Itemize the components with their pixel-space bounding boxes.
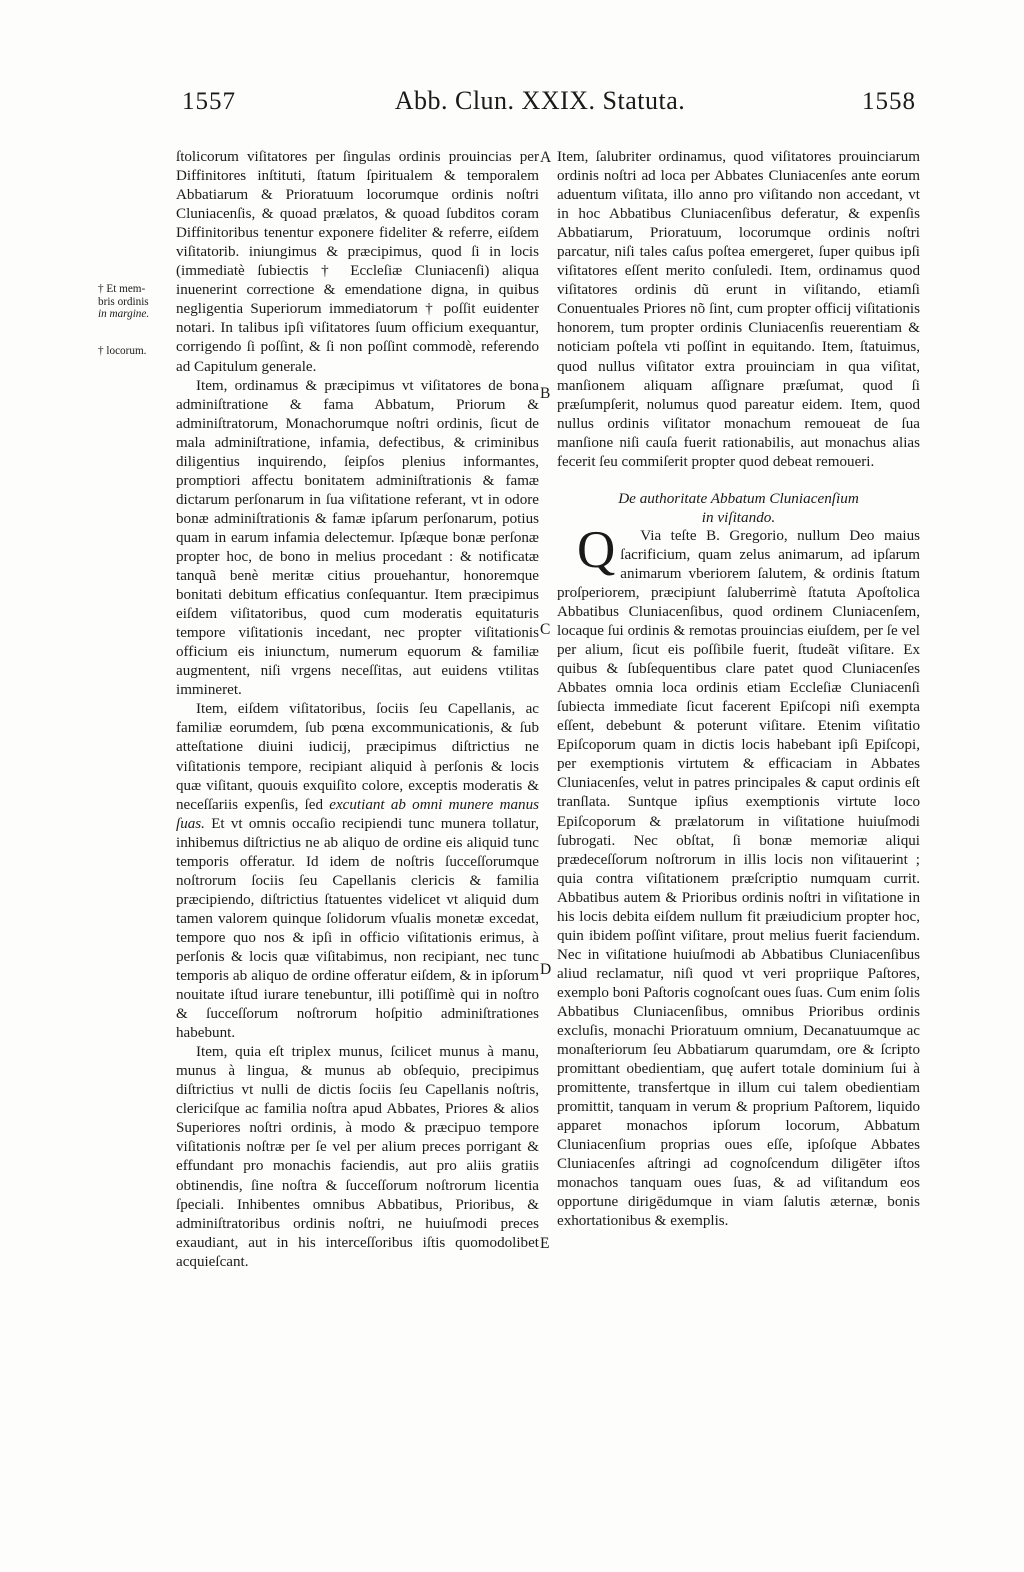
paragraph: Item, quia eſt triplex munus, ſcilicet munus à manu, munus à lingua, & munus ab obſequio, precipimus diſtrictius vt nulli de dictis ſociis ſeu Capellanis noſtris, clericiſque ac familia noſtra apud Abbates, Priores & alios Superiores noſtri ordinis, à modo & præcipuo tempore viſitationis noſtræ per ſe vel per alium preces porrigant & effundant pro monachis faciendis, aut pro aliis gratiis obtinendis, ſine noſtra & ſucceſſorum noſtrorum licentia ſpeciali. Inhibentes omnibus Abbatibus, Prioribus, & adminiſtratoribus ordinis noſtri, ne huiuſmodi preces exaudiant, aut in his interceſſoribus iſtis quomodolibet acquieſcant. <box>176 1044 539 1270</box>
marginal-note-line: † locorum. <box>98 345 147 357</box>
folio-number-right: 1558 <box>862 88 916 115</box>
text-column-right <box>557 148 920 1232</box>
section-heading-line: De authoritate Abbatum Cluniacenſium <box>618 489 859 507</box>
paragraph: ſtolicorum viſitatores per ſingulas ordinis prouincias per Diffinitores inſtituti, ſtatum ſpiritualem & temporalem Abbatiarum & Prioratuum locorumque ordinis noſtri Cluniacenſis, & quoad prælatos, & quoad ſubditos coram Diffinitoribus tenentur exponere fideliter & referre, eiſdem viſitatorib. iniungimus & præcipimus, quod ſi in locis (immediatè ſubiectis † Eccleſiæ Cluniacenſi) aliqua inuenerint correctione & emendatione digna, in quibus negligentia Superiorum immediatorum † poſſit euidenter notari. In talibus ipſi viſitatores ſuum officium exequantur, corrigendo ſi poſſint, & ſi non poſſint commodè, referendo ad Capitulum generale. <box>176 149 539 375</box>
text-column-left <box>176 148 539 1272</box>
paragraph: Item, ordinamus & præcipimus vt viſitatores de bona adminiſtratione & fama Abbatum, Priorum & adminiſtratorum, Monachorumque noſtri ordinis, ſicut de mala adminiſtratione, infamia, defectibus, & criminibus diligentius inquirendo, ſeipſos plenius informantes, promptiori affectu bonitatem adminiſtrationis & famæ dictarum perſonarum in ſua viſitatione referant, vt in odore bonæ adminiſtrationis & famæ ipſarum perſonarum, potius quam in earum infamia delectemur. Ipſæque bonæ perſonæ propter hoc, de bono in melius procedant : & notificatæ tanquã benè meritæ citius prouehantur, honoremque bonitati debitum efficatius conſequantur. Item præcipimus eiſdem viſitatoribus, quod cum moderatis equitaturis tempore viſitationis incedant, nec propter viſitationis officium eis iniunctum, numerum equorum & familiæ augmentent, niſi vrgens neceſſitas, aut euidens vtilitas immineret. <box>176 377 539 699</box>
running-head <box>160 88 920 126</box>
marginal-note-line: † Et mem- <box>98 283 146 295</box>
paragraph-text: Via teſte B. Gregorio, nullum Deo maius ſacrificium, quam zelus animarum, ad ipſarum animarum vberiorem ſalutem, & ordinis ſtatum proſperiorem, præcipiunt ſaluberrimè ſtatuta Apoſtolica Abbatibus Cluniacenſibus, quod ordinem Cluniacenſem, locaque ſui ordinis & remotas prouincias eiuſdem, per ſe vel per alium, ſicut eis poſſibile fuerit, ſtudeãt viſitare. Ex quibus & ſubſequentibus clare patet quod Cluniacenſes Abbates omnia loca ordinis etiam Eccleſiæ Cluniacenſi ſubiecta immediate ſicut facerent Epiſcopi niſi exempta eſſent, debebunt & poterunt viſitare. Etenim viſitatio Epiſcoporum quam in dictis locis habebant ipſi Epiſcopi, per exemptionis virtutem & efficaciam in Abbates Cluniacenſes, velut in patres principales & caput ordinis eſt tranſlata. Suntque ipſius exemptionis virtute loco Epiſcoporum & prælatorum in viſitatione huiuſmodi ſubrogati. Nec obſtat, ſi bonæ memoriæ aliqui prædeceſſorum noſtrorum in illis locis non viſitauerint ; quia contra viſitationem præſcriptio numquam currit. Abbatibus autem & Prioribus ordinis noſtri in viſitatione in his locis debita eiſdem nullum fit præiudicium propter hoc, quin ibidem poſſint viſitare, prout melius fuerit faciendum. Nec in viſitatione huiuſmodi ab Abbatibus Cluniacenſibus aliud reclamatur, niſi quod vt veri propriique Paſtores, exemplo boni Paſtoris cognoſcant oues ſuas. Cum enim ſolis Abbatibus Cluniacenſibus, omnibus Prioribus ordinis excluſis, monachi Prioratuum omnium, Decanatuumque ac monaſteriorum ſeu Abbatiarum quarumdam, ore & ſcripto promittant obedientiam, quę aufert totale dominium ſui à promittente, transfertque in illum cui talem obedientiam promittit, tanquam in verum & proprium Paſtorem, liquido apparet monachos ipſorum locorum, Abbatum Cluniacenſium proprias oues eſſe, ipſoſque Abbates Cluniacenſes aſtringi ad cognoſcendum diligēter iſtos monachos tanquam oues ſuas, & ad viſitandum eos opportune dirigēdumque in viam ſalutis æternæ, bonis exhortationibus & exemplis. <box>557 527 920 1230</box>
marginal-note-line: bris ordinis <box>98 295 149 308</box>
section-heading-line: in viſitando. <box>701 508 776 526</box>
folio-number-left: 1557 <box>182 88 236 115</box>
marginal-note-2 <box>98 345 176 358</box>
paragraph: Item, ſalubriter ordinamus, quod viſitatores prouinciarum ordinis noſtri ad loca per Abbates Cluniacenſes ante eorum aduentum viſitata, illo anno pro viſitando non accedant, vt in hoc Abbatibus Cluniacenſibus deferatur, & expenſis Abbatiarum, Prioratuum, locorumque ordinis noſtri parcatur, niſi tales caſus poſtea emergeret, ſuper quibus ipſi viſitatores eſſent merito conſuledi. Item, ordinamus quod viſitatores ordinis dũ erunt in viſitando, etiamſi Conuentuales Priores nõ ſint, cum propter officij viſitationis honorem, tum propter ordinis Cluniacenſis reuerentiam & noticiam poſtela vti poſſint in equitando. Item, ſtatuimus, quod nullus viſitator extra prouinciam in qua viſitat, manſionem aliquam aſſignare præſumat, quod ſi præſumpſerit, nolumus quod pareatur eidem. Item, quod nullus ordinis viſitator monachum remoueat de ſua manſione niſi cauſa fuerit rationabilis, aut monachus alias fecerit ſeu commiſerit propter quod debeat remoueri. <box>557 149 920 470</box>
gutter-marker-c: C <box>540 621 551 638</box>
paragraph-text: Item, eiſdem viſitatoribus, ſociis ſeu Capellanis, ac familiæ eorumdem, ſub pœna excommunicationis, & ſub atteſtatione diuini iudicij, præcipimus diſtrictius ne viſitationis tempore, recipiant aliquid à perſonis & locis quæ viſitant, quouis exquiſito colore, exceptis moderatis & neceſſariis expenſis, ſed <box>176 701 539 813</box>
gutter-marker-e: E <box>540 1235 550 1252</box>
paragraph-text: Et vt omnis occaſio recipiendi tunc munera tollatur, inhibemus diſtrictius ne ab aliquo de ordine eis aliquid tunc temporis offeratur. Id idem de noſtris ſucceſſorumque noſtrorum ſociis ſeu Capellanis clericis & familia præcipiendo, diſtrictius ſtatuentes videlicet vt aliquid dum tamen valorem quinque ſolidorum vſualis monetæ excedat, tempore quo nos & ipſi in officio viſitationis erimus, à perſonis & locis quæ viſitabimus, non recipiant, nec tunc temporis ab aliquo de ordine offeratur eiſdem, & in ipſorum nouitate iſtud iurare tenebuntur, illi potiſſimè qui in noſtro & ſucceſſorum noſtrorum hoſpitio adminiſtrationes habebunt. <box>176 815 539 1042</box>
page-title: Abb. Clun. XXIX. Statuta. <box>394 86 686 115</box>
paragraph <box>176 700 539 1043</box>
gutter-marker-b: B <box>540 385 551 402</box>
drop-cap: Q <box>577 520 616 579</box>
paragraph-text-italic: excutiant ab omni munere manus ſuas. <box>176 796 539 832</box>
marginal-note-line-italic: in margine. <box>98 308 150 321</box>
paragraph-with-dropcap <box>557 520 920 1232</box>
marginal-note-1 <box>98 283 176 321</box>
gutter-marker-d: D <box>540 961 552 978</box>
gutter-marker-a: A <box>540 149 552 166</box>
